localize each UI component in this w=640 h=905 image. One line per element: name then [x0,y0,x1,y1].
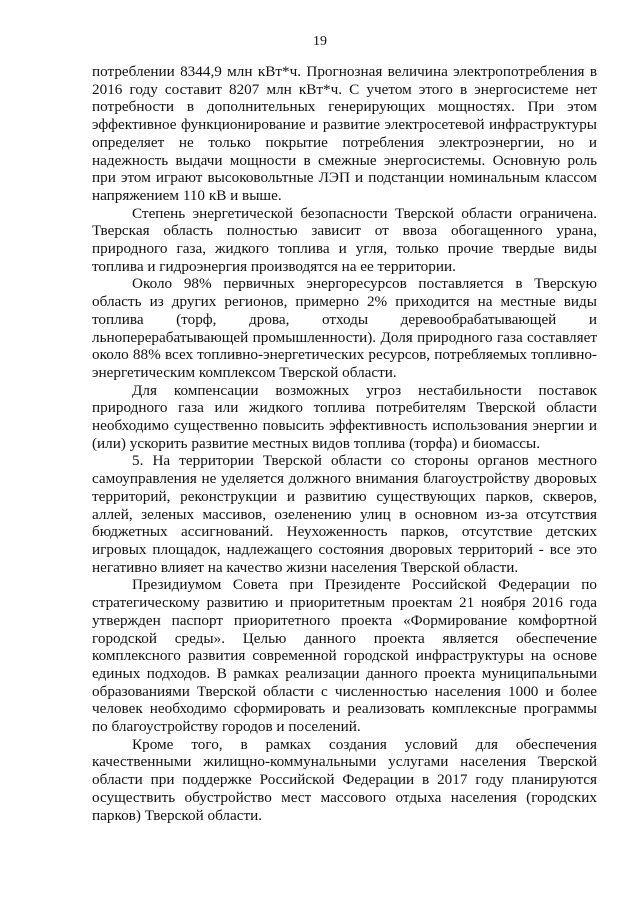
document-body [92,63,597,824]
page-number: 19 [313,34,327,49]
paragraph-primary-energy-resources: Около 98% первичных энергоресурсов поставляется в Тверскую область из других регионов, примерно 2% приходится на местные виды топлива (торф, дрова, отходы деревообрабатывающей и льноперерабатывающей промышленности). Доля природного газа составляет около 88% всех топливно-энергетических ресурсов, потребляемых топливно-энергетическим комплексом Тверской области. [92,275,597,381]
paragraph-electricity-consumption: потреблении 8344,9 млн кВт*ч. Прогнозная величина электропотребления в 2016 году составит 8207 млн кВт*ч. С учетом этого в энергосистеме нет потребности в дополнительных генерирующих мощностях. При этом эффективное функционирование и развитие электросетевой инфраструктуры определяет не только покрытие потребления электроэнергии, но и надежность выдачи мощности в смежные энергосистемы. Основную роль при этом играют высоковольтные ЛЭП и подстанции номинальным классом напряжением 110 кВ и выше. [92,63,597,204]
paragraph-supply-instability: Для компенсации возможных угроз нестабильности поставок природного газа или жидкого топлива потребителям Тверской области необходимо существенно повысить эффективность использования энергии и (или) ускорить развитие местных видов топлива (торфа) и биомассы. [92,381,597,452]
paragraph-priority-project: Президиумом Совета при Президенте Российской Федерации по стратегическому развитию и приоритетным проектам 21 ноября 2016 года утвержден паспорт приоритетного проекта «Формирование комфортной городской среды». Целью данного проекта является обеспечение комплексного развития современной городской инфраструктуры на основе единых подходов. В рамках реализации данного проекта муниципальными образованиями Тверской области с численностью населения 1000 и более человек необходимо сформировать и реализовать комплексные программы по благоустройству городов и поселений. [92,576,597,736]
paragraph-energy-security: Степень энергетической безопасности Тверской области ограничена. Тверская область полностью зависит от ввоза обогащенного урана, природного газа, жидкого топлива и угля, только прочие твердые виды топлива и гидроэнергия производятся на ее территории. [92,204,597,275]
paragraph-mass-recreation: Кроме того, в рамках создания условий для обеспечения качественными жилищно-коммунальными услугами населения Тверской области при поддержке Российской Федерации в 2017 году планируются осуществить обустройство мест массового отдыха населения (городских парков) Тверской области. [92,735,597,824]
paragraph-yard-territories: 5. На территории Тверской области со стороны органов местного самоуправления не уделяется должного внимания благоустройству дворовых территорий, реконструкции и развитию существующих парков, скверов, аллей, зеленых массивов, озеленению улиц в основном из-за отсутствия бюджетных ассигнований. Неухоженность парков, отсутствие детских игровых площадок, надлежащего состояния дворовых территорий - все это негативно влияет на качество жизни населения Тверской области. [92,452,597,576]
